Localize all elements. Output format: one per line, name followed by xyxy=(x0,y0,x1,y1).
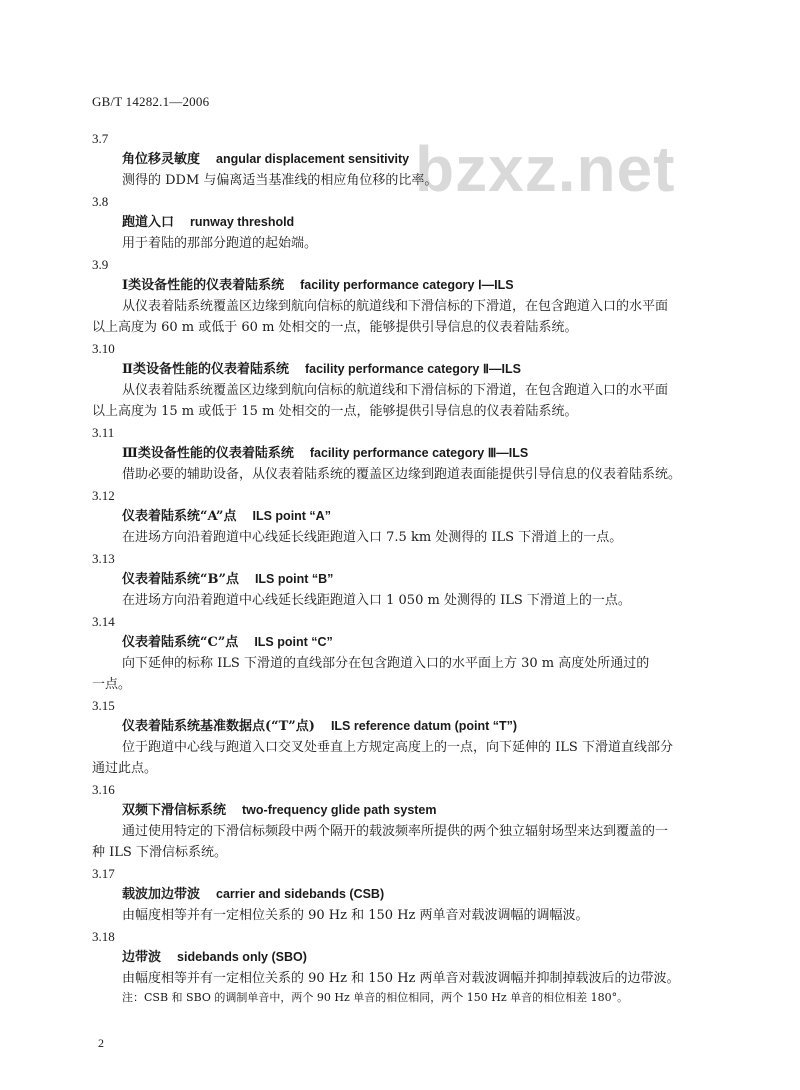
term-title xyxy=(92,632,712,653)
page-number: 2 xyxy=(98,1036,104,1050)
term-chinese: 仪表着陆系统基准数据点(“T”点) xyxy=(122,719,315,734)
term-chinese: 载波加边带波 xyxy=(122,887,201,902)
term-chinese: 仪表着陆系统“B”点 xyxy=(122,572,239,587)
term-entry xyxy=(92,254,712,338)
term-chinese: Ⅰ类设备性能的仪表着陆系统 xyxy=(122,278,285,293)
term-english: ILS point “C” xyxy=(254,635,333,649)
term-chinese: 边带波 xyxy=(122,950,162,965)
term-entry xyxy=(92,926,712,1007)
term-definition-line: 以上高度为 60 m 或低于 60 m 处相交的一点，能够提供引导信息的仪表着陆系统。 xyxy=(92,320,578,335)
term-english: ILS reference datum (point “T”) xyxy=(330,719,518,733)
term-english: runway threshold xyxy=(190,215,295,229)
term-definition-line: 通过此点。 xyxy=(92,761,158,776)
term-definition-line: 测得的 DDM 与偏离适当基准线的相应角位移的比率。 xyxy=(122,173,438,188)
term-number: 3.12 xyxy=(92,488,115,503)
term-number: 3.7 xyxy=(92,131,109,146)
term-entry xyxy=(92,863,712,926)
term-title xyxy=(92,275,712,296)
term-definition-line: 由幅度相等并有一定相位关系的 90 Hz 和 150 Hz 两单音对载波调幅的调幅波。 xyxy=(122,908,589,923)
term-definition-line: 在进场方向沿着跑道中心线延长线距跑道入口 1 050 m 处测得的 ILS 下滑道上的一点。 xyxy=(122,593,631,608)
term-number: 3.13 xyxy=(92,551,115,566)
term-title xyxy=(92,359,712,380)
term-number: 3.14 xyxy=(92,614,115,629)
term-definition-line: 从仪表着陆系统覆盖区边缘到航向信标的航道线和下滑信标的下滑道，在包含跑道入口的水平面 xyxy=(122,383,669,398)
term-definition-line: 用于着陆的那部分跑道的起始端。 xyxy=(122,236,318,251)
term-title xyxy=(92,443,712,464)
terms-list xyxy=(92,128,712,1007)
watermark: bzxz.net xyxy=(415,133,676,205)
term-number: 3.16 xyxy=(92,782,115,797)
term-title xyxy=(92,506,712,527)
term-entry xyxy=(92,695,712,779)
term-title xyxy=(92,149,712,170)
term-number: 3.9 xyxy=(92,257,109,272)
term-entry xyxy=(92,485,712,548)
term-definition-line: 在进场方向沿着跑道中心线延长线距跑道入口 7.5 km 处测得的 ILS 下滑道上的一点。 xyxy=(122,530,623,545)
term-number: 3.17 xyxy=(92,866,115,881)
term-number: 3.8 xyxy=(92,194,109,209)
term-number: 3.11 xyxy=(92,425,115,440)
term-number: 3.10 xyxy=(92,341,115,356)
term-english: facility performance category Ⅲ—ILS xyxy=(309,446,529,460)
term-entry xyxy=(92,338,712,422)
term-entry xyxy=(92,191,712,254)
term-english: sidebands only (SBO) xyxy=(177,950,307,964)
term-title xyxy=(92,947,712,968)
term-entry xyxy=(92,422,712,485)
term-number: 3.15 xyxy=(92,698,115,713)
term-definition-line: 借助必要的辅助设备，从仪表着陆系统的覆盖区边缘到跑道表面能提供引导信息的仪表着陆系统。 xyxy=(122,467,682,482)
term-definition-line: 从仪表着陆系统覆盖区边缘到航向信标的航道线和下滑信标的下滑道，在包含跑道入口的水平面 xyxy=(122,299,669,314)
term-chinese: 仪表着陆系统“A”点 xyxy=(122,509,237,524)
term-definition-line: 一点。 xyxy=(92,677,132,692)
term-title xyxy=(92,800,712,821)
term-english: carrier and sidebands (CSB) xyxy=(216,887,385,901)
term-note: 注：CSB 和 SBO 的调制单音中，两个 90 Hz 单音的相位相同，两个 150 Hz 单音的相位相差 180°。 xyxy=(122,991,629,1004)
term-definition-line: 向下延伸的标称 ILS 下滑道的直线部分在包含跑道入口的水平面上方 30 m 高度处所通过的 xyxy=(122,656,650,671)
term-definition-line: 通过使用特定的下滑信标频段中两个隔开的载波频率所提供的两个独立辐射场型来达到覆盖的一 xyxy=(122,824,669,839)
term-english: two-frequency glide path system xyxy=(242,803,437,817)
term-definition-line: 以上高度为 15 m 或低于 15 m 处相交的一点，能够提供引导信息的仪表着陆系统。 xyxy=(92,404,578,419)
term-definition-line: 种 ILS 下滑信标系统。 xyxy=(92,845,227,860)
term-chinese: 角位移灵敏度 xyxy=(122,152,201,167)
term-entry xyxy=(92,611,712,695)
term-definition-line: 位于跑道中心线与跑道入口交叉处垂直上方规定高度上的一点，向下延伸的 ILS 下滑道直线部分 xyxy=(122,740,673,755)
term-entry xyxy=(92,128,712,191)
term-chinese: Ⅱ类设备性能的仪表着陆系统 xyxy=(122,362,289,377)
term-english: ILS point “A” xyxy=(252,509,331,523)
term-english: angular displacement sensitivity xyxy=(216,152,410,166)
term-title xyxy=(92,569,712,590)
document-id-header: GB/T 14282.1—2006 xyxy=(92,94,210,109)
term-chinese: Ⅲ类设备性能的仪表着陆系统 xyxy=(122,446,294,461)
term-entry xyxy=(92,779,712,863)
term-chinese: 仪表着陆系统“C”点 xyxy=(122,635,239,650)
term-chinese: 跑道入口 xyxy=(122,215,175,230)
term-english: facility performance category Ⅱ—ILS xyxy=(304,362,521,376)
term-title xyxy=(92,884,712,905)
term-english: facility performance category Ⅰ—ILS xyxy=(300,278,514,292)
term-title xyxy=(92,716,712,737)
term-chinese: 双频下滑信标系统 xyxy=(122,803,227,818)
term-number: 3.18 xyxy=(92,929,115,944)
term-entry xyxy=(92,548,712,611)
term-title xyxy=(92,212,712,233)
term-english: ILS point “B” xyxy=(254,572,334,586)
term-definition-line: 由幅度相等并有一定相位关系的 90 Hz 和 150 Hz 两单音对载波调幅并抑制掉载波后的边带波。 xyxy=(122,971,680,986)
